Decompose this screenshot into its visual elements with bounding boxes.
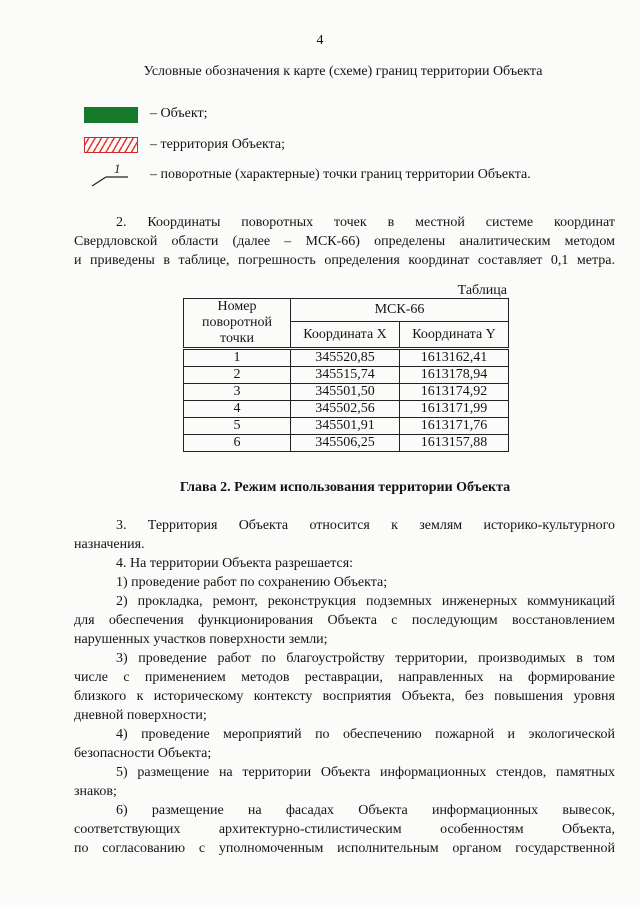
body-line: для обеспечения функционирования Объекта с последующим восстановлением bbox=[74, 613, 615, 628]
body-line: нарушенных участков поверхности земли; bbox=[74, 632, 328, 647]
body-line: безопасности Объекта; bbox=[74, 746, 212, 761]
point-number: 5 bbox=[184, 418, 291, 435]
legend-title: Условные обозначения к карте (схеме) границ территории Объекта bbox=[143, 64, 543, 79]
col-header-x: Координата X bbox=[291, 322, 400, 349]
coord-x: 345515,74 bbox=[291, 367, 400, 384]
page-number: 4 bbox=[316, 33, 324, 48]
turning-point-marker-label: 1 bbox=[114, 161, 121, 176]
body-line: числе с применением методов реставрации, направленных на формирование bbox=[74, 670, 615, 685]
legend-label-territory: – территория Объекта; bbox=[150, 137, 286, 152]
coord-x: 345506,25 bbox=[291, 435, 400, 452]
body-line: дневной поверхности; bbox=[74, 708, 207, 723]
table-row bbox=[184, 435, 509, 452]
body-line: 3. Территория Объекта относится к землям историко-культурного bbox=[116, 518, 615, 533]
point-number: 2 bbox=[184, 367, 291, 384]
chapter-title: Глава 2. Режим использования территории Объекта bbox=[179, 480, 511, 495]
body-line: близкого к историческому контексту восприятия Объекта, без повышения уровня bbox=[74, 689, 615, 704]
body-line: назначения. bbox=[74, 537, 145, 552]
territory-hatch-swatch bbox=[84, 137, 138, 153]
coord-x: 345501,91 bbox=[291, 418, 400, 435]
col-header-msk: МСК-66 bbox=[291, 299, 509, 322]
turning-point-marker-icon bbox=[88, 160, 148, 190]
body-line: 2) прокладка, ремонт, реконструкция подземных инженерных коммуникаций bbox=[116, 594, 615, 609]
point-number: 4 bbox=[184, 401, 291, 418]
coord-x: 345501,50 bbox=[291, 384, 400, 401]
point-number: 3 bbox=[184, 384, 291, 401]
legend-label-object: – Объект; bbox=[150, 106, 208, 121]
body-line: 4. На территории Объекта разрешается: bbox=[116, 556, 354, 571]
coord-y: 1613171,99 bbox=[400, 401, 509, 418]
legend-label-points: – поворотные (характерные) точки границ территории Объекта. bbox=[150, 167, 531, 182]
table-row bbox=[184, 401, 509, 418]
coord-y: 1613162,41 bbox=[400, 349, 509, 367]
coord-y: 1613178,94 bbox=[400, 367, 509, 384]
table-row bbox=[184, 349, 509, 367]
para2-line-2: Свердловской области (далее – МСК-66) определены аналитическим методом bbox=[74, 234, 615, 249]
legend-swatch-object bbox=[84, 104, 138, 126]
para2-line-1: 2. Координаты поворотных точек в местной системе координат bbox=[116, 215, 615, 230]
body-line: 6) размещение на фасадах Объекта информационных вывесок, bbox=[116, 803, 615, 818]
point-number: 1 bbox=[184, 349, 291, 367]
table-caption: Таблица bbox=[457, 283, 507, 298]
coord-y: 1613171,76 bbox=[400, 418, 509, 435]
body-line: 5) размещение на территории Объекта информационных стендов, памятных bbox=[116, 765, 615, 780]
coord-x: 345502,56 bbox=[291, 401, 400, 418]
coordinates-table bbox=[183, 298, 509, 452]
body-line: 3) проведение работ по благоустройству территории, производимых в том bbox=[116, 651, 615, 666]
table-row bbox=[184, 367, 509, 384]
coord-y: 1613174,92 bbox=[400, 384, 509, 401]
body-line: 1) проведение работ по сохранению Объекта; bbox=[116, 575, 388, 590]
body-line: 4) проведение мероприятий по обеспечению пожарной и экологической bbox=[116, 727, 615, 742]
body-line: знаков; bbox=[74, 784, 117, 799]
legend-swatch-territory bbox=[84, 134, 138, 156]
col-header-number: Номер поворотной точки bbox=[184, 299, 291, 349]
col-header-y: Координата Y bbox=[400, 322, 509, 349]
coord-x: 345520,85 bbox=[291, 349, 400, 367]
point-number: 6 bbox=[184, 435, 291, 452]
body-line: по согласованию с уполномоченным исполнительным органом государственной bbox=[74, 841, 615, 856]
table-row bbox=[184, 384, 509, 401]
coord-y: 1613157,88 bbox=[400, 435, 509, 452]
object-swatch bbox=[84, 107, 138, 123]
para2-line-3: и приведены в таблице, погрешность определения координат составляет 0,1 метра. bbox=[74, 253, 615, 268]
body-line: соответствующих архитектурно-стилистическим особенностям Объекта, bbox=[74, 822, 615, 837]
table-row bbox=[184, 418, 509, 435]
